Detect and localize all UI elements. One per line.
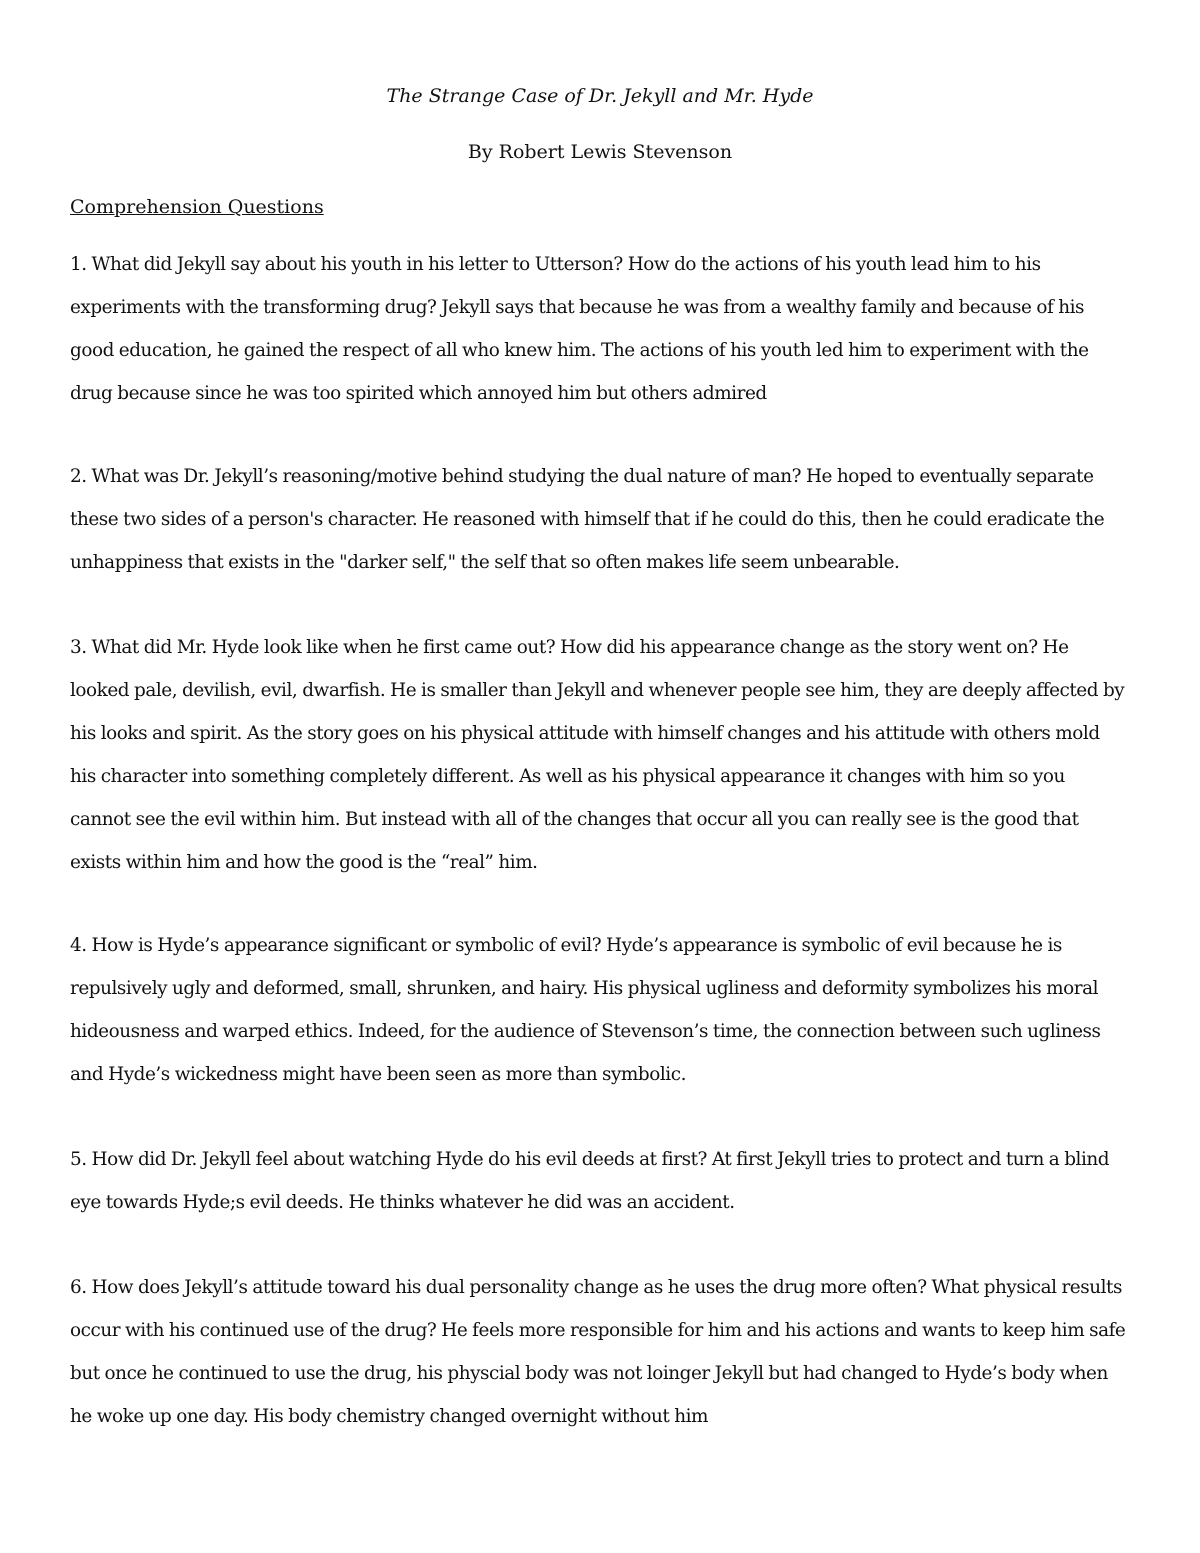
question-3: 3. What did Mr. Hyde look like when he first came out? How did his appearance change as the story went on? He looked pale, devilish, evil, dwarfish. He is smaller than Jekyll and whenever people see him, they are deeply affected by his looks and spirit. As the story goes on his physical attitude with himself changes and his attitude with others mold his character into something completely different. As well as his physical appearance it changes with him so you cannot see the evil within him. But instead with all of the changes that occur all you can really see is the good that exists within him and how the good is the “real” him. <box>70 637 1125 873</box>
document-author: By Robert Lewis Stevenson <box>467 141 733 163</box>
document-title: The Strange Case of Dr. Jekyll and Mr. Hyde <box>386 85 814 107</box>
question-2: 2. What was Dr. Jekyll’s reasoning/motive behind studying the dual nature of man? He hoped to eventually separate these two sides of a person's character. He reasoned with himself that if he could do this, then he could eradicate the unhappiness that exists in the "darker self," the self that so often makes life seem unbearable. <box>70 466 1105 573</box>
question-5: 5. How did Dr. Jekyll feel about watching Hyde do his evil deeds at first? At first Jekyll tries to protect and turn a blind eye towards Hyde;s evil deeds. He thinks whatever he did was an accident. <box>70 1149 1110 1213</box>
question-4: 4. How is Hyde’s appearance significant or symbolic of evil? Hyde’s appearance is symbolic of evil because he is repulsively ugly and deformed, small, shrunken, and hairy. His physical ugliness and deformity symbolizes his moral hideousness and warped ethics. Indeed, for the audience of Stevenson’s time, the connection between such ugliness and Hyde’s wickedness might have been seen as more than symbolic. <box>70 935 1101 1085</box>
section-heading: Comprehension Questions <box>70 196 324 218</box>
question-6: 6. How does Jekyll’s attitude toward his dual personality change as he uses the drug more often? What physical results occur with his continued use of the drug? He feels more responsible for him and his actions and wants to keep him safe but once he continued to use the drug, his physcial body was not loinger Jekyll but had changed to Hyde’s body when he woke up one day. His body chemistry changed overnight without him <box>70 1277 1126 1427</box>
question-1: 1. What did Jekyll say about his youth in his letter to Utterson? How do the actions of his youth lead him to his experiments with the transforming drug? Jekyll says that because he was from a wealthy family and because of his good education, he gained the respect of all who knew him. The actions of his youth led him to experiment with the drug because since he was too spirited which annoyed him but others admired <box>70 254 1089 404</box>
